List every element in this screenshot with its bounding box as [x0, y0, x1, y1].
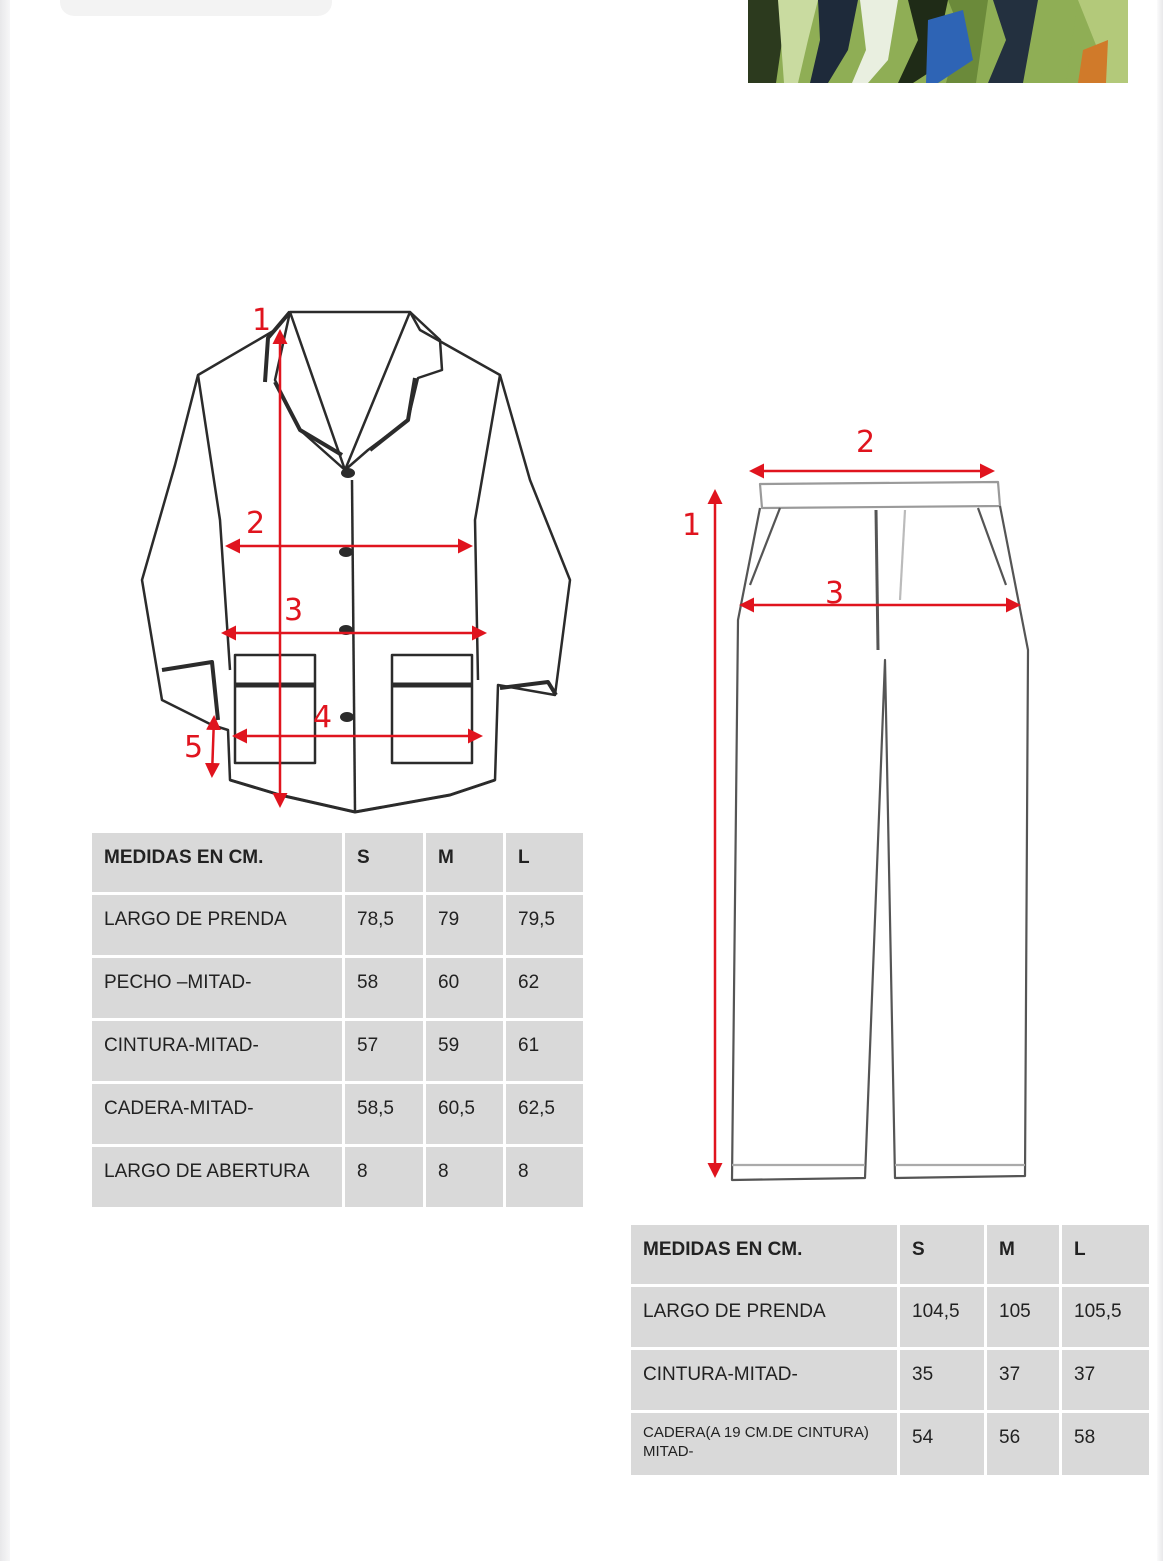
table-header-row	[631, 1225, 1149, 1284]
cell-m: 60,5	[426, 1084, 503, 1144]
button-icon	[340, 712, 354, 722]
cell-l: 37	[1062, 1350, 1149, 1410]
header-cell-m: M	[987, 1225, 1059, 1284]
cell-s: 78,5	[345, 895, 423, 955]
marker-1: 1	[682, 508, 702, 543]
jacket-size-table	[89, 830, 586, 1210]
cell-s: 54	[900, 1413, 984, 1475]
table-row	[92, 1084, 583, 1144]
marker-3: 3	[825, 576, 845, 611]
button-icon	[341, 468, 355, 478]
cell-l: 62	[506, 958, 583, 1018]
cell-l: 58	[1062, 1413, 1149, 1475]
table-row	[631, 1413, 1149, 1475]
cell-l: 62,5	[506, 1084, 583, 1144]
row-label: LARGO DE PRENDA	[631, 1287, 897, 1347]
row-label: LARGO DE PRENDA	[92, 895, 342, 955]
cell-s: 35	[900, 1350, 984, 1410]
cell-l: 105,5	[1062, 1287, 1149, 1347]
cell-s: 57	[345, 1021, 423, 1081]
cell-s: 8	[345, 1147, 423, 1207]
row-label: CINTURA-MITAD-	[92, 1021, 342, 1081]
marker-1: 1	[252, 303, 272, 338]
cell-s: 58,5	[345, 1084, 423, 1144]
top-rounded-card	[60, 0, 332, 16]
table-row	[92, 958, 583, 1018]
row-label: PECHO –MITAD-	[92, 958, 342, 1018]
marker-4: 4	[313, 700, 333, 735]
cell-m: 37	[987, 1350, 1059, 1410]
measure-line-opening	[212, 718, 214, 775]
cell-m: 8	[426, 1147, 503, 1207]
cell-l: 79,5	[506, 895, 583, 955]
header-cell-s: S	[900, 1225, 984, 1284]
marker-5: 5	[184, 730, 204, 765]
row-label: LARGO DE ABERTURA	[92, 1147, 342, 1207]
table-row	[92, 895, 583, 955]
row-label: CADERA(A 19 CM.DE CINTURA) MITAD-	[631, 1413, 897, 1475]
cell-m: 56	[987, 1413, 1059, 1475]
table-row	[631, 1287, 1149, 1347]
jacket-diagram	[120, 290, 600, 830]
left-edge-shadow	[0, 0, 10, 1561]
cell-l: 61	[506, 1021, 583, 1081]
header-cell-measure: MEDIDAS EN CM.	[631, 1225, 897, 1284]
header-cell-s: S	[345, 833, 423, 892]
table-row	[92, 1021, 583, 1081]
right-edge-shadow	[1157, 0, 1163, 1561]
cell-m: 60	[426, 958, 503, 1018]
pants-diagram	[670, 420, 1070, 1200]
cell-m: 59	[426, 1021, 503, 1081]
pants-outline	[732, 482, 1028, 1180]
header-cell-m: M	[426, 833, 503, 892]
table-header-row	[92, 833, 583, 892]
table-row	[92, 1147, 583, 1207]
table-row	[631, 1350, 1149, 1410]
cell-s: 104,5	[900, 1287, 984, 1347]
cell-m: 79	[426, 895, 503, 955]
jacket-measure-lines	[212, 332, 484, 805]
cell-l: 8	[506, 1147, 583, 1207]
pants-size-table	[628, 1222, 1152, 1478]
header-cell-measure: MEDIDAS EN CM.	[92, 833, 342, 892]
header-cell-l: L	[1062, 1225, 1149, 1284]
button-icon	[339, 547, 353, 557]
cell-m: 105	[987, 1287, 1059, 1347]
marker-2: 2	[246, 506, 266, 541]
cell-s: 58	[345, 958, 423, 1018]
marker-3: 3	[284, 593, 304, 628]
row-label: CADERA-MITAD-	[92, 1084, 342, 1144]
pants-measure-lines	[715, 471, 1018, 1175]
product-photo-camo	[748, 0, 1128, 83]
marker-2: 2	[856, 425, 876, 460]
row-label: CINTURA-MITAD-	[631, 1350, 897, 1410]
header-cell-l: L	[506, 833, 583, 892]
